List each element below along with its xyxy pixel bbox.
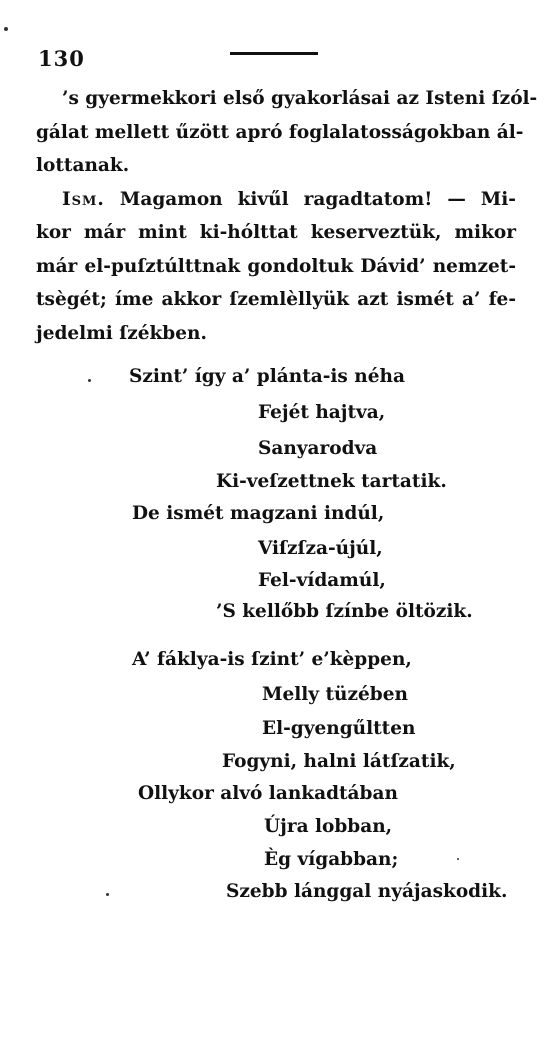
verse-line: De ismét magzani indúl, [132,503,385,524]
prose-line: kor már mint ki-hólttat keserveztük, mikor [36,222,516,243]
verse-line: Sanyarodva [258,438,378,459]
verse-line: Újra lobban, [264,816,393,837]
prose-line-with-speaker [36,183,516,217]
verse-line: Fel-vídamúl, [258,570,386,591]
prose-line-text: Magamon kivűl ragadtatom! — Mi- [119,188,516,210]
page-number: 130 [38,46,85,71]
print-speck [457,858,459,860]
verse-line: Ki-veſzettnek tartatik. [216,471,447,492]
prose-line: gálat mellett űzött apró foglalatosságokban ál- [36,121,524,143]
verse-line: El-gyengűltten [262,718,416,739]
verse-line: Fejét hajtva, [258,402,386,423]
prose-line: ’s gyermekkori első gyakorlásai az Isteni ſzól- [62,88,538,109]
prose-line: már el-puſztúlttnak gondoltuk Dávid’ nemzet- [36,255,516,277]
verse-line: Ollykor alvó lankadtában [138,783,398,804]
print-speck [88,379,91,382]
verse-line: Melly tüzében [262,684,408,705]
speaker-label: Ism. [62,188,105,210]
verse-line: Viſzſza-újúl, [258,538,383,559]
verse-line: A’ fáklya-is ſzint’ e’kèppen, [132,649,412,670]
print-speck [4,27,8,31]
print-speck [106,893,109,896]
prose-line: tsègét; íme akkor ſzemlèllyük azt ismét a’ fe- [36,289,516,310]
verse-line: Fogyni, halni látſzatik, [222,751,456,772]
prose-paragraphs [36,82,538,350]
verse-line: Èg vígabban; [264,849,399,870]
verse-line: ’S kellőbb ſzínbe öltözik. [216,601,473,622]
prose-line: lottanak. [36,155,130,176]
verse-line: Szebb lánggal nyájaskodik. [226,881,508,902]
header-rule [230,52,318,55]
verse-line: Szint’ így a’ plánta-is néha [129,366,405,387]
prose-line: jedelmi ſzékben. [36,322,207,344]
